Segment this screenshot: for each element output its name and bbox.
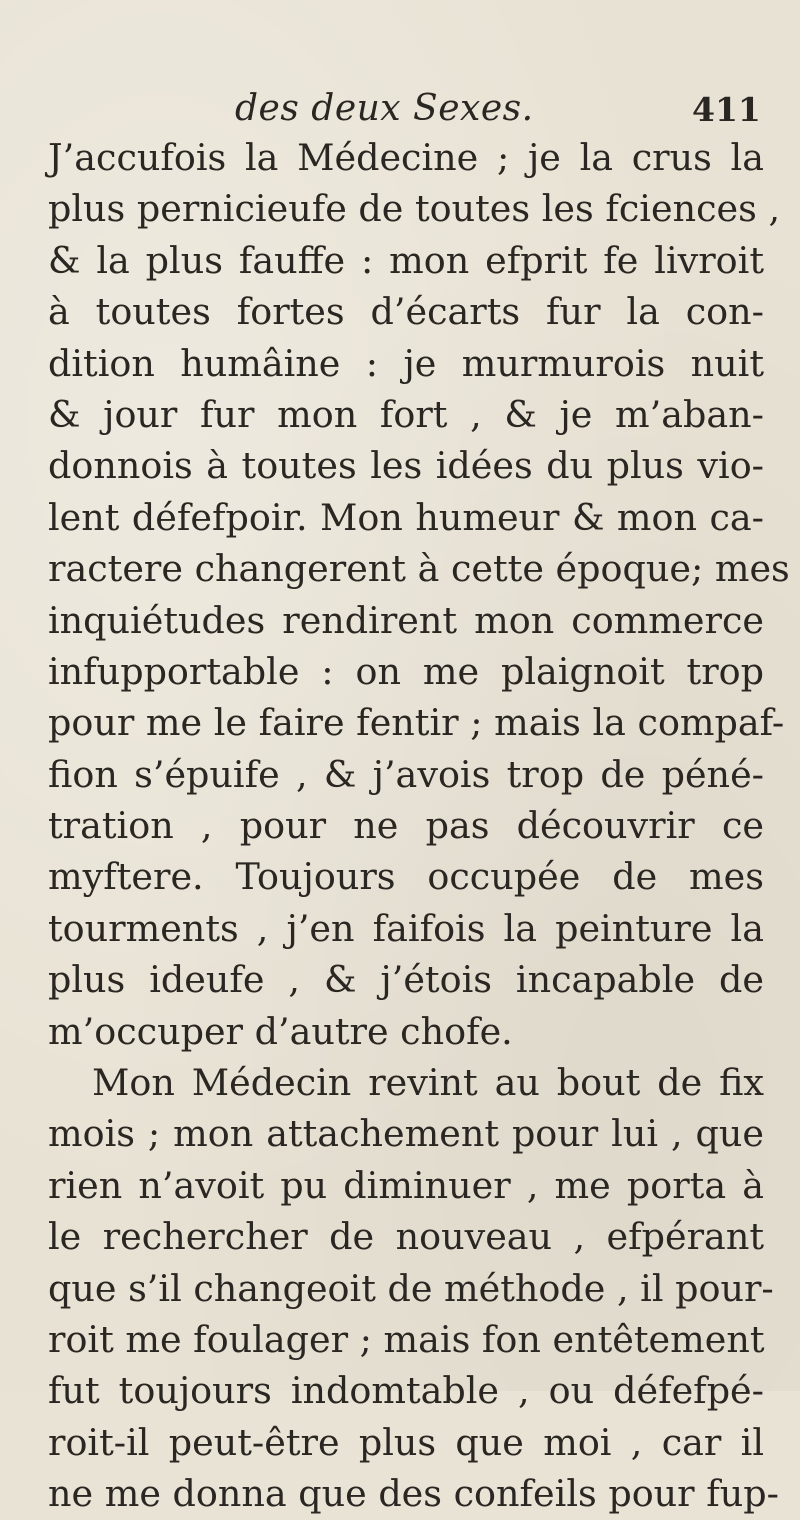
text-line: plus ideufe , & j’étois incapable de bbox=[48, 958, 764, 1002]
text-line: dition humâine : je murmurois nuit bbox=[48, 341, 764, 385]
text-line: tration , pour ne pas découvrir ce bbox=[48, 804, 764, 848]
text-line: que s’il changeoit de méthode , il pour- bbox=[48, 1266, 774, 1310]
text-line: & la plus fauffe : mon efprit fe livroit bbox=[48, 238, 764, 282]
text-line: pour me le faire fentir ; mais la compaf- bbox=[48, 701, 785, 745]
page-header bbox=[0, 88, 800, 138]
text-line: fion s’épuife , & j’avois trop de péné- bbox=[48, 752, 764, 796]
text-line: lent défefpoir. Mon humeur & mon ca- bbox=[48, 495, 764, 539]
text-line: mois ; mon attachement pour lui , que bbox=[48, 1112, 764, 1156]
text-line: le rechercher de nouveau , efpérant bbox=[48, 1215, 764, 1259]
text-line: rien n’avoit pu diminuer , me porta à bbox=[48, 1163, 764, 1207]
text-line: & jour fur mon fort , & je m’aban- bbox=[48, 392, 764, 436]
text-line: plus pernicieufe de toutes les fciences , bbox=[48, 187, 781, 231]
body-text bbox=[48, 132, 790, 1520]
text-line: infupportable : on me plaignoit trop bbox=[48, 649, 764, 693]
page-number: 411 bbox=[692, 90, 761, 129]
text-line: ractere changerent à cette époque; mes bbox=[48, 547, 790, 591]
running-head: des deux Sexes. bbox=[235, 88, 534, 129]
text-line: J’accufois la Médecine ; je la crus la bbox=[48, 136, 764, 179]
text-line: roit me foulager ; mais fon entêtement bbox=[48, 1317, 765, 1361]
text-line: à toutes fortes d’écarts fur la con- bbox=[48, 290, 764, 334]
paragraph-end-line: m’occuper d’autre chofe. bbox=[48, 1009, 513, 1053]
text-line: fut toujours indomtable , ou défefpé- bbox=[48, 1369, 764, 1413]
text-line: roit-il peut-être plus que moi , car il bbox=[48, 1420, 764, 1464]
paragraph-start-line: Mon Médecin revint au bout de fix bbox=[92, 1061, 764, 1105]
text-line: myftere. Toujours occupée de mes bbox=[48, 855, 764, 899]
text-line: inquiétudes rendirent mon commerce bbox=[48, 598, 764, 642]
text-line: donnois à toutes les idées du plus vio- bbox=[48, 444, 764, 488]
text-line: tourments , j’en faifois la peinture la bbox=[48, 906, 764, 950]
text-line: ne me donna que des confeils pour fup- bbox=[48, 1472, 779, 1516]
